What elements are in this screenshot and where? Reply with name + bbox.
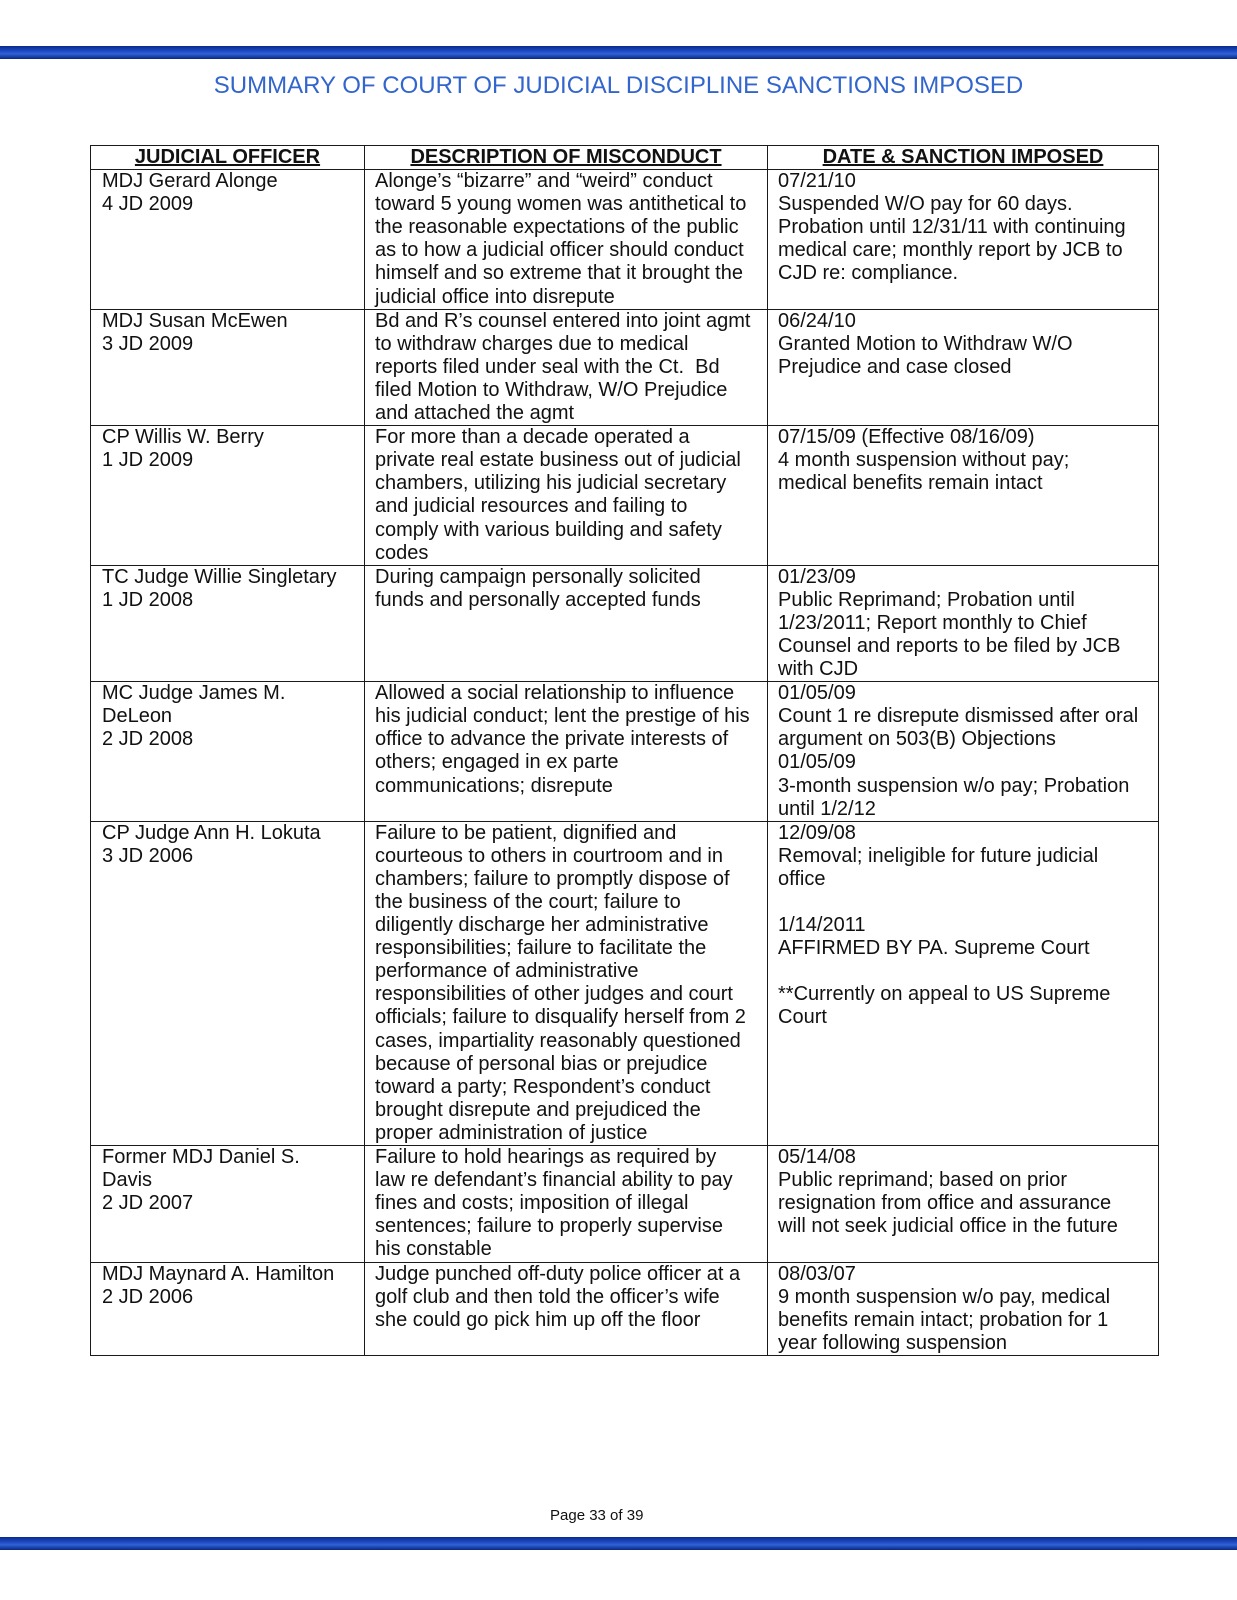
- officer-cell: [91, 170, 365, 310]
- cell-line: himself and so extreme that it brought the: [375, 262, 743, 285]
- cell-line: 1/23/2011; Report monthly to Chief: [778, 611, 1087, 634]
- cell-line: Prejudice and case closed: [778, 355, 1012, 378]
- cell-line: funds and personally accepted funds: [375, 588, 701, 611]
- sanction-paragraph: [778, 426, 1155, 495]
- cell-line: 2 JD 2007: [102, 1192, 194, 1215]
- table-row: [91, 682, 1159, 822]
- table-body: [91, 170, 1159, 1356]
- cell-line: MDJ Gerard Alonge: [102, 170, 278, 193]
- cell-line: until 1/2/12: [778, 797, 876, 820]
- cell-line: with CJD: [778, 658, 859, 681]
- cell-line: Counsel and reports to be filed by JCB: [778, 634, 1121, 657]
- cell-line: argument on 503(B) Objections: [778, 728, 1056, 751]
- cell-line: codes: [375, 541, 429, 564]
- misconduct-cell: [365, 1146, 768, 1262]
- cell-line: medical benefits remain intact: [778, 472, 1043, 495]
- sanction-paragraph: [778, 983, 1155, 1029]
- cell-line: proper administration of justice: [375, 1121, 648, 1144]
- officer-cell: [91, 1146, 365, 1262]
- cell-line: 08/03/07: [778, 1262, 856, 1285]
- cell-line: TC Judge Willie Singletary: [102, 565, 337, 588]
- sanction-cell: [768, 682, 1159, 822]
- sanction-paragraph: [778, 1263, 1155, 1355]
- misconduct-paragraph: [375, 822, 764, 1145]
- cell-line: 05/14/08: [778, 1146, 856, 1169]
- cell-line: reports filed under seal with the Ct. Bd: [375, 355, 720, 378]
- header-date-and-sanction: [768, 146, 1159, 170]
- cell-line: Public reprimand; based on prior: [778, 1169, 1068, 1192]
- sanction-paragraph: [778, 170, 1155, 285]
- cell-line: CJD re: compliance.: [778, 262, 959, 285]
- cell-line: benefits remain intact; probation for 1: [778, 1308, 1109, 1331]
- cell-line: will not seek judicial office in the future: [778, 1215, 1118, 1238]
- cell-line: 3-month suspension w/o pay; Probation: [778, 774, 1130, 797]
- cell-line: Granted Motion to Withdraw W/O: [778, 332, 1073, 355]
- cell-line: Failure to be patient, dignified and: [375, 821, 677, 844]
- misconduct-paragraph: [375, 426, 764, 565]
- cell-line: resignation from office and assurance: [778, 1192, 1112, 1215]
- table-row: [91, 309, 1159, 425]
- sanction-cell: [768, 426, 1159, 566]
- cell-line: the reasonable expectations of the public: [375, 216, 739, 239]
- sanction-paragraph: [778, 822, 1155, 891]
- officer-cell: [91, 309, 365, 425]
- table-row: [91, 426, 1159, 566]
- cell-line: to withdraw charges due to medical: [375, 332, 689, 355]
- cell-line: CP Willis W. Berry: [102, 426, 264, 449]
- sanction-cell: [768, 1146, 1159, 1262]
- cell-line: MDJ Maynard A. Hamilton: [102, 1262, 335, 1285]
- cell-line: 1 JD 2008: [102, 588, 194, 611]
- cell-line: and judicial resources and failing to: [375, 495, 688, 518]
- misconduct-paragraph: [375, 1263, 764, 1332]
- table-header-row: [91, 146, 1159, 170]
- misconduct-cell: [365, 1262, 768, 1355]
- cell-line: Removal; ineligible for future judicial: [778, 844, 1099, 867]
- cell-line: his judicial conduct; lent the prestige of his: [375, 705, 750, 728]
- cell-line: 3 JD 2009: [102, 332, 194, 355]
- officer-cell: [91, 426, 365, 566]
- sanction-paragraph: [778, 566, 1155, 681]
- misconduct-cell: [365, 426, 768, 566]
- cell-line: 07/21/10: [778, 170, 856, 193]
- misconduct-paragraph: [375, 310, 764, 425]
- cell-line: 2 JD 2006: [102, 1285, 194, 1308]
- cell-line: Judge punched off-duty police officer at a: [375, 1262, 741, 1285]
- cell-line: law re defendant’s financial ability to pay: [375, 1169, 733, 1192]
- table-row: [91, 821, 1159, 1145]
- cell-line: **Currently on appeal to US Supreme: [778, 983, 1111, 1006]
- cell-line: diligently discharge her administrative: [375, 914, 709, 937]
- cell-line: toward a party; Respondent’s conduct: [375, 1075, 711, 1098]
- cell-line: his constable: [375, 1238, 492, 1261]
- cell-line: 4 JD 2009: [102, 193, 194, 216]
- officer-paragraph: [102, 682, 361, 751]
- cell-line: Court: [778, 1006, 827, 1029]
- cell-line: cases, impartiality reasonably questioned: [375, 1029, 741, 1052]
- sanction-paragraph: [778, 914, 1155, 960]
- cell-line: others; engaged in ex parte: [375, 751, 619, 774]
- cell-line: 3 JD 2006: [102, 844, 194, 867]
- misconduct-paragraph: [375, 682, 764, 797]
- cell-line: office: [778, 867, 826, 890]
- cell-line: toward 5 young women was antithetical to: [375, 193, 747, 216]
- officer-cell: [91, 565, 365, 681]
- misconduct-paragraph: [375, 170, 764, 309]
- misconduct-cell: [365, 682, 768, 822]
- officer-cell: [91, 682, 365, 822]
- cell-line: 1 JD 2009: [102, 449, 194, 472]
- officer-cell: [91, 1262, 365, 1355]
- header-label: DATE & SANCTION IMPOSED: [822, 146, 1104, 168]
- cell-line: DeLeon: [102, 705, 173, 728]
- cell-line: filed Motion to Withdraw, W/O Prejudice: [375, 378, 728, 401]
- header-judicial-officer: [91, 146, 365, 170]
- cell-line: chambers; failure to promptly dispose of: [375, 867, 730, 890]
- cell-line: the business of the court; failure to: [375, 891, 681, 913]
- cell-line: she could go pick him up off the floor: [375, 1308, 701, 1331]
- cell-line: performance of administrative: [375, 960, 639, 983]
- cell-line: responsibilities; failure to facilitate the: [375, 937, 707, 960]
- cell-line: golf club and then told the officer’s wife: [375, 1285, 720, 1308]
- cell-line: office to advance the private interests of: [375, 728, 729, 751]
- cell-line: 12/09/08: [778, 821, 856, 844]
- sanction-cell: [768, 565, 1159, 681]
- cell-line: and attached the agmt: [375, 402, 575, 425]
- cell-line: For more than a decade operated a: [375, 426, 690, 449]
- cell-line: brought disrepute and prejudiced the: [375, 1098, 701, 1121]
- header-label: JUDICIAL OFFICER: [134, 146, 321, 168]
- cell-line: because of personal bias or prejudice: [375, 1052, 708, 1075]
- cell-line: responsibilities of other judges and court: [375, 983, 733, 1006]
- cell-line: Failure to hold hearings as required by: [375, 1146, 717, 1169]
- officer-paragraph: [102, 1146, 361, 1215]
- misconduct-cell: [365, 309, 768, 425]
- cell-line: 01/05/09: [778, 682, 856, 705]
- sanction-paragraph: [778, 682, 1155, 821]
- cell-line: Suspended W/O pay for 60 days.: [778, 193, 1073, 216]
- officer-paragraph: [102, 310, 361, 356]
- cell-line: 1/14/2011: [778, 914, 866, 937]
- table-row: [91, 1146, 1159, 1262]
- officer-paragraph: [102, 822, 361, 868]
- table-row: [91, 170, 1159, 310]
- cell-line: as to how a judicial officer should conduct: [375, 239, 744, 262]
- cell-line: 06/24/10: [778, 309, 856, 332]
- cell-line: Alonge’s “bizarre” and “weird” conduct: [375, 170, 713, 193]
- cell-line: judicial office into disrepute: [375, 285, 615, 308]
- cell-line: Bd and R’s counsel entered into joint agmt: [375, 309, 751, 332]
- cell-line: During campaign personally solicited: [375, 565, 701, 588]
- bottom-blue-band: [0, 1537, 1237, 1550]
- cell-line: communications; disrepute: [375, 774, 613, 797]
- sanction-paragraph: [778, 1146, 1155, 1238]
- cell-line: medical care; monthly report by JCB to: [778, 239, 1123, 262]
- cell-line: officials; failure to disqualify herself from 2: [375, 1006, 746, 1029]
- officer-paragraph: [102, 566, 361, 612]
- sanction-cell: [768, 821, 1159, 1145]
- cell-line: 07/15/09 (Effective 08/16/09): [778, 426, 1035, 449]
- misconduct-paragraph: [375, 1146, 764, 1261]
- sanction-paragraph: [778, 310, 1155, 379]
- cell-line: CP Judge Ann H. Lokuta: [102, 821, 321, 844]
- officer-paragraph: [102, 426, 361, 472]
- cell-line: Count 1 re disrepute dismissed after oral: [778, 705, 1139, 728]
- cell-line: fines and costs; imposition of illegal: [375, 1192, 689, 1215]
- cell-line: comply with various building and safety: [375, 518, 722, 541]
- sanction-cell: [768, 170, 1159, 310]
- cell-line: MDJ Susan McEwen: [102, 309, 288, 332]
- cell-line: 01/23/09: [778, 565, 856, 588]
- officer-paragraph: [102, 170, 361, 216]
- misconduct-cell: [365, 565, 768, 681]
- cell-line: 2 JD 2008: [102, 728, 194, 751]
- header-description-of-misconduct: [365, 146, 768, 170]
- cell-line: courteous to others in courtroom and in: [375, 844, 723, 867]
- misconduct-cell: [365, 821, 768, 1145]
- officer-cell: [91, 821, 365, 1145]
- cell-line: AFFIRMED BY PA. Supreme Court: [778, 937, 1090, 960]
- cell-line: year following suspension: [778, 1331, 1008, 1354]
- cell-line: MC Judge James M.: [102, 682, 286, 705]
- sanction-cell: [768, 1262, 1159, 1355]
- cell-line: Public Reprimand; Probation until: [778, 588, 1075, 611]
- officer-paragraph: [102, 1263, 361, 1309]
- cell-line: 9 month suspension w/o pay, medical: [778, 1285, 1111, 1308]
- table-row: [91, 565, 1159, 681]
- cell-line: 01/05/09: [778, 751, 856, 774]
- misconduct-paragraph: [375, 566, 764, 612]
- sanctions-table: [90, 145, 1159, 1356]
- cell-line: Davis: [102, 1169, 153, 1192]
- cell-line: Former MDJ Daniel S.: [102, 1146, 300, 1169]
- page-number: Page 33 of 39: [550, 1507, 644, 1524]
- misconduct-cell: [365, 170, 768, 310]
- cell-line: Allowed a social relationship to influence: [375, 682, 735, 705]
- cell-line: sentences; failure to properly supervise: [375, 1215, 723, 1238]
- sanction-cell: [768, 309, 1159, 425]
- header-label: DESCRIPTION OF MISCONDUCT: [410, 146, 722, 168]
- top-blue-band: [0, 46, 1237, 59]
- cell-line: 4 month suspension without pay;: [778, 449, 1070, 472]
- page-title: SUMMARY OF COURT OF JUDICIAL DISCIPLINE SANCTIONS IMPOSED: [213, 72, 1024, 99]
- cell-line: private real estate business out of judicial: [375, 449, 741, 472]
- table-row: [91, 1262, 1159, 1355]
- cell-line: Probation until 12/31/11 with continuing: [778, 216, 1126, 239]
- cell-line: chambers, utilizing his judicial secretary: [375, 472, 727, 495]
